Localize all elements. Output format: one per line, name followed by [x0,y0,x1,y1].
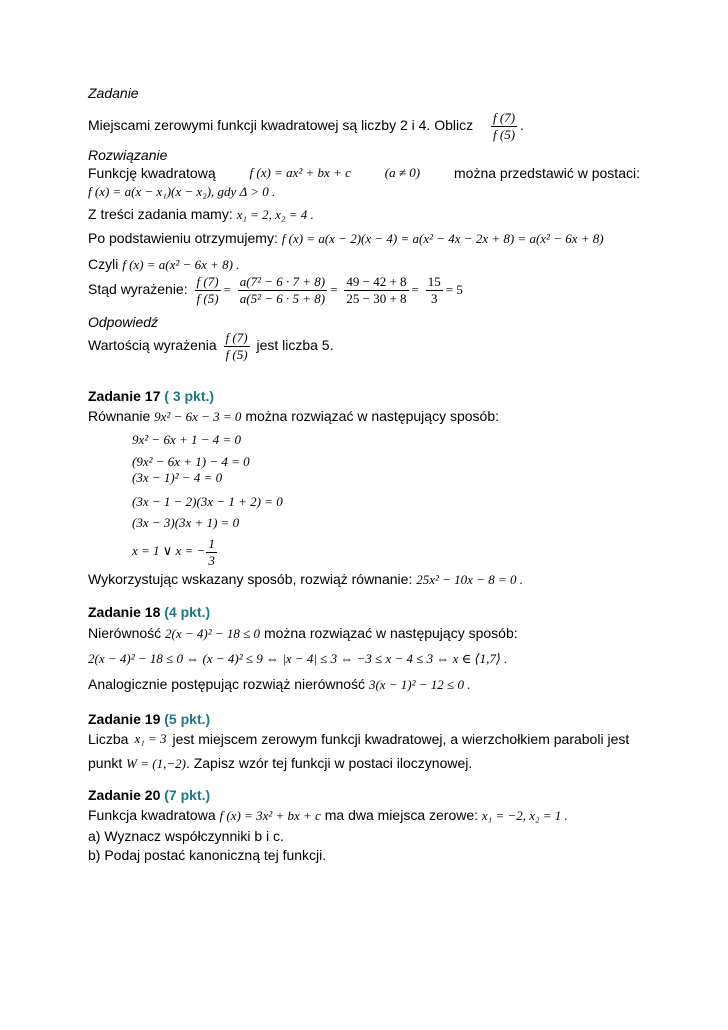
solution-line-1 [88,164,640,182]
task-19-line-1 [88,730,640,748]
line-text-a: Funkcja kwadratowa [88,807,216,823]
task-17-instruction [88,570,523,589]
task-end: . [520,117,524,134]
result: = 5 [445,282,463,297]
line1-text-a: Funkcję kwadratową [88,165,216,181]
intro-inequality: 2(x − 4)² − 18 ≤ 0 [165,626,261,641]
fraction-numerator: f (7) [196,273,219,289]
task-20-header [88,786,210,804]
task-18-points: (4 pkt.) [164,604,211,620]
line5-text: Czyli [88,256,119,272]
fraction-denominator: 25 − 30 + 8 [346,290,407,306]
answer-text-a: Wartością wyrażenia [88,337,217,353]
task-20-line-1 [88,806,568,825]
answer-fraction [224,330,250,363]
task-fraction [491,110,517,143]
answer-line [88,327,334,363]
task-20-points: (7 pkt.) [164,787,211,803]
expr-fraction-3 [344,274,408,307]
expr-fraction-4 [426,274,443,307]
rozwiazanie-heading: Rozwiązanie [88,147,168,163]
expr-fraction-2 [238,274,327,307]
expr-fraction-1 [195,274,221,307]
fraction-denominator: f (5) [196,290,219,306]
intro-text-b: można rozwiązać w następujący sposób: [263,625,518,641]
task-18-instruction [88,675,470,694]
intro-equation: 9x² − 6x − 3 = 0 [154,409,242,424]
line1-text-b: można przedstawić w postaci: [454,165,640,181]
general-form-formula: f (x) = ax² + bx + c [249,165,351,180]
task-19-points: (5 pkt.) [164,711,211,727]
line3-text: Z treści zadania mamy: [88,206,233,222]
solutions-text: x = 1 ∨ x = − [132,543,206,558]
substitution-formula: f (x) = a(x − 2)(x − 4) = a(x² − 4x − 2x + 8) = a(x² − 6x + 8) [281,231,604,246]
answer-text-b: jest liczba 5. [256,337,334,353]
task-20-item-a: a) Wyznacz współczynniki b i c. [88,828,284,844]
instruction-inequality: 3(x − 1)² − 12 ≤ 0 . [368,677,471,692]
line-text-b: ma dwa miejsca zerowe: [324,807,479,823]
task-19-title: Zadanie 19 [88,711,161,727]
line-text-a: punkt [88,755,123,771]
task-18-intro [88,624,518,643]
equals-sign: = [330,282,338,297]
task-19-header [88,710,210,728]
fraction-denominator: f (5) [225,346,248,362]
task-20-item-b: b) Podaj postać kanoniczną tej funkcji. [88,847,327,863]
fraction-numerator: f (7) [493,110,516,125]
root-equation: x₁ = 3 [134,731,167,746]
task-line [88,110,524,143]
solutions-line [132,534,220,569]
step-3: (3x − 1)² − 4 = 0 [132,470,223,485]
task-20-title: Zadanie 20 [88,787,161,803]
equals-sign: = [411,282,419,297]
a-condition: (a ≠ 0) [384,165,421,180]
fraction-numerator: f (7) [225,329,248,345]
solution-line-4 [88,229,604,248]
vertex-point: W = (1,−2) [126,756,186,771]
intro-text-a: Równanie [88,408,151,424]
inequality-chain: 2(x − 4)² − 18 ≤ 0 ⇔ (x − 4)² ≤ 9 ⇔ |x − 4| ≤ 3 ⇔ −3 ≤ x − 4 ≤ 3 ⇔ x ∈ ⟨1,7⟩ . [88,651,508,666]
task-17-header [88,387,214,405]
fraction-numerator: 15 [427,273,441,289]
instruction-text: Analogicznie postępując rozwiąż nierówność [88,676,366,692]
step-2: (9x² − 6x + 1) − 4 = 0 [132,454,250,469]
instruction-equation: 25x² − 10x − 8 = 0 . [416,572,523,587]
intro-text-a: Nierówność [88,625,162,641]
line6-text: Stąd wyrażenie: [88,281,188,297]
task-19-line-2 [88,754,472,773]
task-text: Miejscami zerowymi funkcji kwadratowej są liczby 2 i 4. Oblicz [88,117,474,134]
line-text-b: jest miejscem zerowym funkcji kwadratowej, a wierzchołkiem paraboli jest [172,731,630,747]
fraction-numerator: 1 [208,535,215,551]
line-text-a: Liczba [88,731,129,747]
fraction-denominator: f (5) [493,127,516,142]
zadanie-heading: Zadanie [88,85,139,101]
task-17-title: Zadanie 17 [88,388,161,404]
fraction-numerator: 49 − 42 + 8 [346,273,407,289]
task-18-header [88,603,210,621]
solution-line-6 [88,272,463,307]
odpowiedz-heading: Odpowiedź [88,314,159,330]
task-18-title: Zadanie 18 [88,604,161,620]
equals-sign: = [223,282,231,297]
instruction-text: Wykorzystując wskazany sposób, rozwiąż równanie: [88,571,413,587]
product-form-formula: f (x) = a(x − x₁)(x − x₂), gdy Δ > 0 . [88,184,276,199]
task-17-intro [88,407,499,426]
roots-formula: x₁ = 2, x₂ = 4 . [236,207,314,222]
fraction-denominator: a(5² − 6 · 5 + 8) [239,290,326,306]
step-4: (3x − 1 − 2)(3x − 1 + 2) = 0 [132,494,283,509]
line4-text: Po podstawieniu otrzymujemy: [88,230,278,246]
fraction-denominator: 3 [431,290,438,306]
intro-text-b: można rozwiązać w następujący sposób: [245,408,499,424]
solution-fraction [206,536,217,569]
function-formula: f (x) = a(x² − 6x + 8) . [122,257,240,272]
solution-line-3 [88,205,314,224]
fraction-denominator: 3 [208,552,215,568]
zeros-equation: x₁ = −2, x₂ = 1 . [481,808,568,823]
step-1: 9x² − 6x + 1 − 4 = 0 [132,432,242,447]
function-equation: f (x) = 3x² + bx + c [219,808,321,823]
fraction-numerator: a(7² − 6 · 7 + 8) [239,273,326,289]
line-text-b: . Zapisz wzór tej funkcji w postaci iloczynowej. [185,755,473,771]
step-5: (3x − 3)(3x + 1) = 0 [132,515,240,530]
task-17-points: ( 3 pkt.) [164,388,215,404]
